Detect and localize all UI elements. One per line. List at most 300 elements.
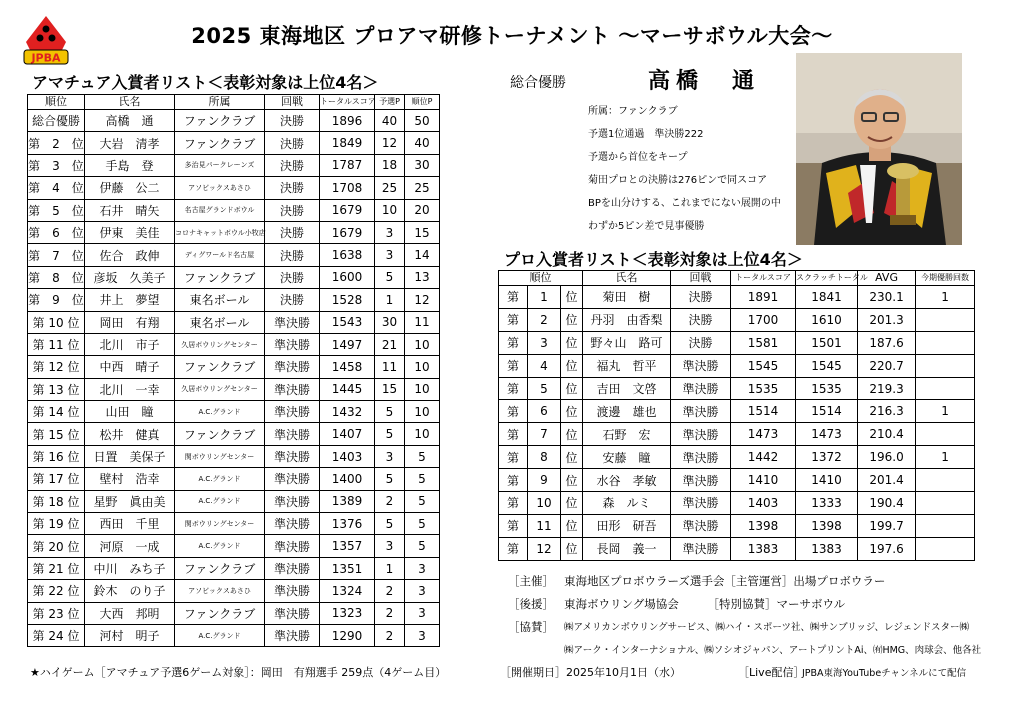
table-row — [499, 377, 975, 400]
cell-rank-suffix: 位 — [561, 537, 583, 560]
cell-name: 石野 宏 — [583, 423, 671, 446]
cell-avg: 210.4 — [858, 423, 916, 446]
cell-name: 伊藤 公二 — [85, 177, 175, 199]
cell-rank-prefix: 第 — [499, 492, 528, 515]
cell-rank: 第 10 位 — [28, 311, 85, 333]
cell-qual-points: 18 — [375, 154, 405, 176]
cell-round: 準決勝 — [671, 469, 731, 492]
col-round: 回戦 — [671, 271, 731, 286]
support-label: ［後援］ — [508, 597, 554, 611]
cell-name: 菊田 樹 — [583, 286, 671, 309]
cell-round: 準決勝 — [265, 580, 320, 602]
cell-round: 準決勝 — [671, 423, 731, 446]
cell-rank-number: 8 — [528, 446, 561, 469]
cell-rank-points: 14 — [405, 244, 440, 266]
overall-winner-name: 高橋 通 — [648, 69, 761, 94]
cell-total-score: 1442 — [731, 446, 796, 469]
organizer-label: ［主催］ — [508, 574, 554, 588]
cell-rank-prefix: 第 — [499, 537, 528, 560]
col-name: 氏名 — [85, 95, 175, 110]
cell-season-wins — [916, 377, 975, 400]
support-text: 東海ボウリング場協会 ［特別協賛］マーサボウル — [564, 597, 846, 611]
col-total-score: トータルスコア — [731, 271, 796, 286]
cell-season-wins — [916, 469, 975, 492]
cell-qual-points: 5 — [375, 468, 405, 490]
cell-rank-points: 40 — [405, 132, 440, 154]
cell-total-score: 1600 — [320, 266, 375, 288]
event-date: 2025年10月1日（水） — [566, 666, 681, 679]
live-text: JPBA東海YouTubeチャンネルにて配信 — [802, 668, 967, 679]
cell-qual-points: 3 — [375, 445, 405, 467]
cell-season-wins — [916, 492, 975, 515]
col-total-score: トータルスコア — [320, 95, 375, 110]
sponsor-line-1: ㈱アメリカンボウリングサービス、㈱ハイ・スポーツ社、㈱サンブリッジ、レジェンドスター㈱ — [564, 622, 970, 633]
cell-total-score: 1432 — [320, 401, 375, 423]
cell-rank-suffix: 位 — [561, 377, 583, 400]
cell-scratch-total: 1535 — [796, 377, 858, 400]
cell-rank: 第 23 位 — [28, 602, 85, 624]
cell-name: 大西 邦明 — [85, 602, 175, 624]
cell-qual-points: 2 — [375, 580, 405, 602]
table-row — [28, 244, 440, 266]
table-row — [499, 514, 975, 537]
cell-total-score: 1891 — [731, 286, 796, 309]
cell-rank: 第 9 位 — [28, 289, 85, 311]
cell-total-score: 1679 — [320, 199, 375, 221]
cell-qual-points: 15 — [375, 378, 405, 400]
cell-name: 高橋 通 — [85, 110, 175, 132]
cell-rank-prefix: 第 — [499, 469, 528, 492]
cell-avg: 230.1 — [858, 286, 916, 309]
cell-name: 井上 夢望 — [85, 289, 175, 311]
cell-rank-suffix: 位 — [561, 286, 583, 309]
cell-rank-suffix: 位 — [561, 354, 583, 377]
cell-rank-number: 9 — [528, 469, 561, 492]
table-row — [28, 490, 440, 512]
cell-round: 決勝 — [671, 331, 731, 354]
cell-round: 決勝 — [265, 266, 320, 288]
cell-rank-number: 2 — [528, 308, 561, 331]
cell-qual-points: 12 — [375, 132, 405, 154]
table-row — [28, 199, 440, 221]
cell-rank: 第 15 位 — [28, 423, 85, 445]
cell-name: 西田 千里 — [85, 513, 175, 535]
cell-rank-suffix: 位 — [561, 446, 583, 469]
cell-rank-points: 3 — [405, 557, 440, 579]
cell-round: 決勝 — [265, 132, 320, 154]
cell-total-score: 1400 — [320, 468, 375, 490]
cell-rank-suffix: 位 — [561, 400, 583, 423]
col-rank-points: 順位P — [405, 95, 440, 110]
cell-affiliation: 久居ボウリングセンター — [175, 378, 265, 400]
cell-round: 決勝 — [265, 154, 320, 176]
cell-round: 準決勝 — [671, 514, 731, 537]
cell-scratch-total: 1333 — [796, 492, 858, 515]
table-row — [499, 331, 975, 354]
cell-name: 北川 市子 — [85, 333, 175, 355]
cell-rank-points: 3 — [405, 602, 440, 624]
cell-total-score: 1324 — [320, 580, 375, 602]
cell-total-score: 1473 — [731, 423, 796, 446]
cell-name: 山田 瞳 — [85, 401, 175, 423]
cell-rank-prefix: 第 — [499, 308, 528, 331]
cell-qual-points: 40 — [375, 110, 405, 132]
cell-affiliation: ファンクラブ — [175, 110, 265, 132]
cell-affiliation: コロナキャットボウル小牧店 — [175, 221, 265, 243]
cell-scratch-total: 1841 — [796, 286, 858, 309]
cell-name: 彦坂 久美子 — [85, 266, 175, 288]
cell-name: 安藤 瞳 — [583, 446, 671, 469]
cell-round: 決勝 — [265, 244, 320, 266]
cell-rank-points: 25 — [405, 177, 440, 199]
cell-rank-number: 7 — [528, 423, 561, 446]
cell-rank-points: 20 — [405, 199, 440, 221]
cell-rank-points: 15 — [405, 221, 440, 243]
cell-rank: 第 11 位 — [28, 333, 85, 355]
cell-avg: 187.6 — [858, 331, 916, 354]
organizer-text: 東海地区プロボウラーズ選手会［主管運営］出場プロボウラー — [564, 574, 886, 588]
col-qual-points: 予選P — [375, 95, 405, 110]
col-season-wins: 今期優勝回数 — [916, 271, 975, 286]
cell-rank-points: 10 — [405, 401, 440, 423]
table-row — [28, 535, 440, 557]
cell-rank-points: 10 — [405, 378, 440, 400]
cell-total-score: 1351 — [320, 557, 375, 579]
high-game-note: ★ハイゲーム［アマチュア予選6ゲーム対象］：岡田 有翔選手 259点（4ゲーム目） — [30, 666, 447, 679]
winner-note: 予選1位通過 準決勝222 — [588, 129, 704, 140]
cell-rank-points: 11 — [405, 311, 440, 333]
cell-total-score: 1543 — [320, 311, 375, 333]
cell-round: 準決勝 — [265, 356, 320, 378]
cell-scratch-total: 1473 — [796, 423, 858, 446]
table-row — [499, 400, 975, 423]
pro-table-body — [499, 286, 975, 561]
cell-qual-points: 2 — [375, 602, 405, 624]
cell-round: 準決勝 — [265, 490, 320, 512]
cell-rank-suffix: 位 — [561, 423, 583, 446]
cell-scratch-total: 1410 — [796, 469, 858, 492]
cell-rank: 第 21 位 — [28, 557, 85, 579]
cell-qual-points: 3 — [375, 535, 405, 557]
cell-round: 準決勝 — [265, 513, 320, 535]
table-row — [499, 286, 975, 309]
cell-total-score: 1638 — [320, 244, 375, 266]
cell-round: 決勝 — [265, 199, 320, 221]
cell-affiliation: 東名ボール — [175, 311, 265, 333]
cell-season-wins: 1 — [916, 446, 975, 469]
cell-rank-number: 5 — [528, 377, 561, 400]
cell-affiliation: A.C.グランド — [175, 490, 265, 512]
table-row — [28, 289, 440, 311]
table-row — [28, 580, 440, 602]
cell-avg: 201.3 — [858, 308, 916, 331]
cell-affiliation: アソビックスあさひ — [175, 177, 265, 199]
cell-affiliation: ファンクラブ — [175, 266, 265, 288]
cell-rank: 第 20 位 — [28, 535, 85, 557]
cell-total-score: 1535 — [731, 377, 796, 400]
cell-name: 伊東 美佳 — [85, 221, 175, 243]
cell-avg: 220.7 — [858, 354, 916, 377]
cell-round: 準決勝 — [265, 423, 320, 445]
cell-scratch-total: 1610 — [796, 308, 858, 331]
cell-rank: 第 22 位 — [28, 580, 85, 602]
col-scratch-total: スクラッチトータル — [796, 271, 858, 286]
cell-total-score: 1787 — [320, 154, 375, 176]
cell-total-score: 1497 — [320, 333, 375, 355]
cell-round: 準決勝 — [265, 311, 320, 333]
cell-round: 準決勝 — [671, 400, 731, 423]
cell-rank-number: 12 — [528, 537, 561, 560]
cell-total-score: 1708 — [320, 177, 375, 199]
cell-rank: 第 12 位 — [28, 356, 85, 378]
cell-avg: 216.3 — [858, 400, 916, 423]
cell-qual-points: 3 — [375, 221, 405, 243]
cell-affiliation: ディグワールド名古屋 — [175, 244, 265, 266]
cell-total-score: 1410 — [731, 469, 796, 492]
cell-name: 鈴木 のり子 — [85, 580, 175, 602]
cell-name: 石井 晴矢 — [85, 199, 175, 221]
cell-round: 準決勝 — [265, 401, 320, 423]
cell-qual-points: 5 — [375, 266, 405, 288]
cell-name: 手島 登 — [85, 154, 175, 176]
cell-affiliation: 多治見パークレーンズ — [175, 154, 265, 176]
amateur-heading: アマチュア入賞者リスト＜表彰対象は上位4名＞ — [32, 73, 379, 92]
cell-round: 準決勝 — [265, 624, 320, 646]
cell-rank-prefix: 第 — [499, 377, 528, 400]
cell-rank: 第 19 位 — [28, 513, 85, 535]
pro-heading: プロ入賞者リスト＜表彰対象は上位4名＞ — [504, 250, 803, 269]
cell-affiliation: アソビックスあさひ — [175, 580, 265, 602]
cell-rank-number: 3 — [528, 331, 561, 354]
cell-rank-points: 10 — [405, 423, 440, 445]
cell-rank-number: 11 — [528, 514, 561, 537]
table-row — [28, 557, 440, 579]
table-row — [28, 266, 440, 288]
logo-text: JPBA — [31, 51, 61, 65]
table-row — [499, 446, 975, 469]
cell-round: 決勝 — [265, 177, 320, 199]
cell-name: 河村 明子 — [85, 624, 175, 646]
cell-rank-prefix: 第 — [499, 286, 528, 309]
cell-rank-points: 13 — [405, 266, 440, 288]
cell-rank-prefix: 第 — [499, 423, 528, 446]
table-row — [499, 423, 975, 446]
cell-rank: 第 13 位 — [28, 378, 85, 400]
cell-round: 準決勝 — [671, 354, 731, 377]
cell-round: 準決勝 — [671, 377, 731, 400]
cell-round: 決勝 — [265, 289, 320, 311]
cell-total-score: 1403 — [320, 445, 375, 467]
table-row — [28, 602, 440, 624]
table-row — [499, 469, 975, 492]
cell-qual-points: 2 — [375, 624, 405, 646]
cell-affiliation: ファンクラブ — [175, 132, 265, 154]
page-title: 2025 東海地区 プロアマ研修トーナメント ～マーサボウル大会～ — [191, 24, 833, 48]
col-name: 氏名 — [583, 271, 671, 286]
cell-rank-points: 5 — [405, 468, 440, 490]
cell-round: 準決勝 — [671, 492, 731, 515]
cell-scratch-total: 1514 — [796, 400, 858, 423]
cell-scratch-total: 1545 — [796, 354, 858, 377]
col-affiliation: 所属 — [175, 95, 265, 110]
cell-rank: 第 24 位 — [28, 624, 85, 646]
cell-name: 壁村 浩幸 — [85, 468, 175, 490]
cell-rank-points: 10 — [405, 333, 440, 355]
table-row — [28, 177, 440, 199]
cell-affiliation: ファンクラブ — [175, 356, 265, 378]
amateur-header-row — [28, 95, 440, 110]
cell-qual-points: 1 — [375, 289, 405, 311]
cell-qual-points: 30 — [375, 311, 405, 333]
cell-affiliation: 久居ボウリングセンター — [175, 333, 265, 355]
date-label: ［開催期日］ — [500, 666, 566, 679]
cell-avg: 219.3 — [858, 377, 916, 400]
cell-rank-points: 5 — [405, 513, 440, 535]
cell-avg: 197.6 — [858, 537, 916, 560]
cell-rank-points: 12 — [405, 289, 440, 311]
cell-season-wins — [916, 331, 975, 354]
cell-name: 大岩 清孝 — [85, 132, 175, 154]
table-row — [499, 308, 975, 331]
amateur-table — [27, 94, 440, 647]
sponsor-label: ［協賛］ — [508, 620, 554, 634]
cell-season-wins: 1 — [916, 400, 975, 423]
cell-round: 準決勝 — [265, 468, 320, 490]
cell-season-wins — [916, 423, 975, 446]
cell-rank-points: 3 — [405, 580, 440, 602]
cell-affiliation: A.C.グランド — [175, 624, 265, 646]
cell-avg: 201.4 — [858, 469, 916, 492]
cell-round: 決勝 — [265, 110, 320, 132]
cell-name: 河原 一成 — [85, 535, 175, 557]
cell-name: 丹羽 由香梨 — [583, 308, 671, 331]
cell-name: 福丸 哲平 — [583, 354, 671, 377]
cell-scratch-total: 1372 — [796, 446, 858, 469]
cell-rank-prefix: 第 — [499, 446, 528, 469]
cell-affiliation: A.C.グランド — [175, 535, 265, 557]
table-row — [28, 378, 440, 400]
credits — [508, 570, 981, 662]
winner-note: わずか5ピン差で見事優勝 — [588, 221, 705, 232]
cell-rank: 第 16 位 — [28, 445, 85, 467]
cell-name: 北川 一幸 — [85, 378, 175, 400]
cell-rank-suffix: 位 — [561, 469, 583, 492]
cell-rank-points: 50 — [405, 110, 440, 132]
cell-rank-suffix: 位 — [561, 514, 583, 537]
col-rank: 順位 — [499, 271, 583, 286]
cell-season-wins — [916, 514, 975, 537]
table-row — [28, 132, 440, 154]
winner-note: 予選から首位をキープ — [588, 152, 688, 163]
cell-qual-points: 2 — [375, 490, 405, 512]
cell-total-score: 1383 — [731, 537, 796, 560]
cell-round: 準決勝 — [265, 535, 320, 557]
winner-photo — [796, 53, 962, 245]
table-row — [499, 537, 975, 560]
cell-name: 中西 晴子 — [85, 356, 175, 378]
sponsor-line-2: ㈱アーク・インターナショナル、㈱ソシオジャパン、アートプリントAi、㈲HMG、肉球会、他各社 — [564, 645, 982, 656]
cell-rank-number: 6 — [528, 400, 561, 423]
cell-rank-prefix: 第 — [499, 331, 528, 354]
table-row — [28, 154, 440, 176]
cell-rank: 第 8 位 — [28, 266, 85, 288]
pro-header-row — [499, 271, 975, 286]
cell-round: 決勝 — [265, 221, 320, 243]
winner-notes — [588, 100, 781, 238]
cell-rank: 第 3 位 — [28, 154, 85, 176]
cell-rank: 第 6 位 — [28, 221, 85, 243]
cell-affiliation: 名古屋グランドボウル — [175, 199, 265, 221]
cell-total-score: 1514 — [731, 400, 796, 423]
cell-total-score: 1679 — [320, 221, 375, 243]
cell-rank: 第 7 位 — [28, 244, 85, 266]
cell-qual-points: 5 — [375, 423, 405, 445]
cell-avg: 199.7 — [858, 514, 916, 537]
cell-name: 日置 美保子 — [85, 445, 175, 467]
cell-scratch-total: 1501 — [796, 331, 858, 354]
cell-scratch-total: 1383 — [796, 537, 858, 560]
cell-rank-suffix: 位 — [561, 331, 583, 354]
cell-affiliation: A.C.グランド — [175, 468, 265, 490]
cell-avg: 196.0 — [858, 446, 916, 469]
cell-name: 田形 研吾 — [583, 514, 671, 537]
winner-note: 所属：ファンクラブ — [588, 106, 678, 117]
table-row — [28, 445, 440, 467]
cell-total-score: 1896 — [320, 110, 375, 132]
cell-total-score: 1445 — [320, 378, 375, 400]
cell-name: 佐合 政伸 — [85, 244, 175, 266]
cell-total-score: 1389 — [320, 490, 375, 512]
pro-table — [498, 270, 975, 561]
cell-round: 準決勝 — [265, 378, 320, 400]
cell-name: 水谷 孝敏 — [583, 469, 671, 492]
cell-name: 岡田 有翔 — [85, 311, 175, 333]
cell-rank: 第 4 位 — [28, 177, 85, 199]
overall-winner-label: 総合優勝 — [510, 75, 566, 91]
cell-season-wins — [916, 354, 975, 377]
cell-round: 準決勝 — [265, 602, 320, 624]
cell-season-wins — [916, 308, 975, 331]
cell-affiliation: A.C.グランド — [175, 401, 265, 423]
cell-total-score: 1545 — [731, 354, 796, 377]
table-row — [28, 513, 440, 535]
cell-name: 中川 みち子 — [85, 557, 175, 579]
cell-total-score: 1290 — [320, 624, 375, 646]
table-row — [499, 492, 975, 515]
table-row — [28, 423, 440, 445]
cell-total-score: 1528 — [320, 289, 375, 311]
cell-rank: 第 2 位 — [28, 132, 85, 154]
cell-round: 準決勝 — [265, 445, 320, 467]
cell-total-score: 1398 — [731, 514, 796, 537]
cell-avg: 190.4 — [858, 492, 916, 515]
cell-name: 野々山 路可 — [583, 331, 671, 354]
cell-round: 準決勝 — [265, 333, 320, 355]
col-rank: 順位 — [28, 95, 85, 110]
cell-rank-points: 5 — [405, 535, 440, 557]
cell-affiliation: 東名ボール — [175, 289, 265, 311]
cell-name: 吉田 文啓 — [583, 377, 671, 400]
cell-total-score: 1700 — [731, 308, 796, 331]
cell-total-score: 1376 — [320, 513, 375, 535]
cell-total-score: 1458 — [320, 356, 375, 378]
cell-total-score: 1323 — [320, 602, 375, 624]
cell-affiliation: ファンクラブ — [175, 602, 265, 624]
cell-rank-number: 1 — [528, 286, 561, 309]
cell-rank-points: 5 — [405, 445, 440, 467]
live-label: ［Live配信］ — [738, 666, 805, 679]
cell-affiliation: 関ボウリングセンター — [175, 513, 265, 535]
